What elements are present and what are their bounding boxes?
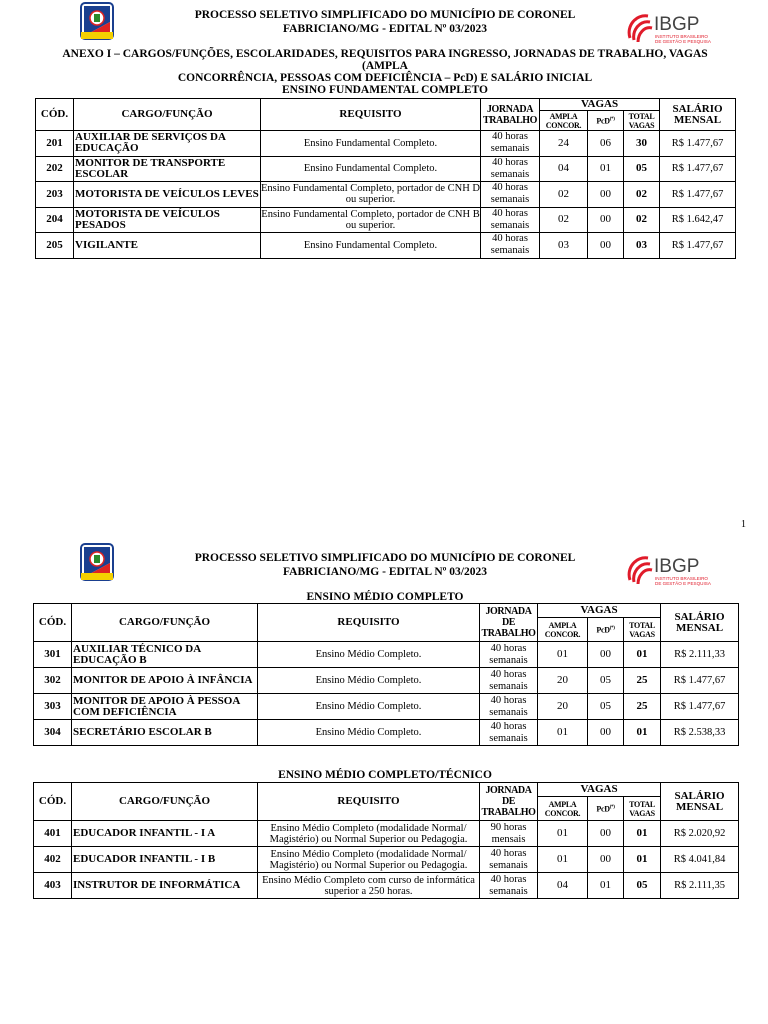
col-total: TOTAL VAGAS — [624, 111, 660, 131]
row-code: 403 — [34, 873, 72, 899]
col-ampla: AMPLA CONCOR. — [538, 618, 588, 642]
municipal-crest-icon — [80, 2, 114, 40]
table-row — [34, 694, 739, 720]
row-total: 01 — [624, 720, 661, 746]
row-requisito: Ensino Médio Completo. — [258, 720, 480, 746]
row-cargo: INSTRUTOR DE INFORMÁTICA — [72, 873, 258, 899]
row-salario: R$ 1.477,67 — [661, 668, 739, 694]
row-cargo: MONITOR DE TRANSPORTE ESCOLAR — [74, 156, 261, 182]
row-pcd: 00 — [588, 233, 624, 259]
row-total: 25 — [624, 668, 661, 694]
row-jornada: 40 horas semanais — [481, 182, 540, 208]
table-body — [34, 821, 739, 899]
table-row — [36, 131, 736, 157]
row-ampla: 20 — [538, 694, 588, 720]
svg-text:INSTITUTO BRASILEIRO: INSTITUTO BRASILEIRO — [655, 34, 709, 39]
row-total: 01 — [624, 642, 661, 668]
row-salario: R$ 1.477,67 — [660, 131, 736, 157]
svg-text:IBGP: IBGP — [654, 556, 700, 577]
row-salario: R$ 2.538,33 — [661, 720, 739, 746]
col-requisito: REQUISITO — [258, 783, 480, 821]
row-code: 402 — [34, 847, 72, 873]
title-line-1: PROCESSO SELETIVO SIMPLIFICADO DO MUNICÍPIO DE CORONEL — [194, 552, 576, 564]
table-row — [34, 847, 739, 873]
row-requisito: Ensino Médio Completo. — [258, 668, 480, 694]
row-ampla: 01 — [538, 720, 588, 746]
row-ampla: 04 — [538, 873, 588, 899]
section-title-medio: ENSINO MÉDIO COMPLETO — [306, 591, 464, 603]
svg-text:INSTITUTO BRASILEIRO: INSTITUTO BRASILEIRO — [655, 576, 709, 581]
row-ampla: 20 — [538, 668, 588, 694]
row-cargo: EDUCADOR INFANTIL - I A — [72, 821, 258, 847]
row-pcd: 00 — [588, 847, 624, 873]
col-cargo: CARGO/FUNÇÃO — [72, 783, 258, 821]
row-code: 202 — [36, 156, 74, 182]
row-cargo: VIGILANTE — [74, 233, 261, 259]
row-requisito: Ensino Médio Completo com curso de informática superior a 250 horas. — [258, 873, 480, 899]
col-cod: CÓD. — [34, 783, 72, 821]
row-salario: R$ 4.041,84 — [661, 847, 739, 873]
row-code: 201 — [36, 131, 74, 157]
section-title-tecnico: ENSINO MÉDIO COMPLETO/TÉCNICO — [278, 769, 492, 781]
row-jornada: 40 horas semanais — [480, 873, 538, 899]
row-code: 303 — [34, 694, 72, 720]
table-medio — [33, 603, 739, 746]
col-salario: SALÁRIO MENSAL — [661, 604, 739, 642]
row-code: 302 — [34, 668, 72, 694]
col-jornada: JORNADA TRABALHO — [481, 99, 540, 131]
row-cargo: SECRETÁRIO ESCOLAR B — [72, 720, 258, 746]
col-vagas: VAGAS — [538, 783, 661, 797]
document-title — [180, 8, 590, 36]
title-line-2: FABRICIANO/MG - EDITAL Nº 03/2023 — [283, 566, 487, 578]
col-total: TOTAL VAGAS — [624, 618, 661, 642]
row-total: 05 — [624, 873, 661, 899]
row-salario: R$ 1.477,67 — [660, 182, 736, 208]
row-jornada: 40 horas semanais — [480, 847, 538, 873]
row-total: 25 — [624, 694, 661, 720]
row-requisito: Ensino Médio Completo (modalidade Normal/ Magistério) ou Normal Superior ou Pedagogia. — [258, 847, 480, 873]
row-ampla: 02 — [540, 182, 588, 208]
row-cargo: AUXILIAR DE SERVIÇOS DA EDUCAÇÃO — [74, 131, 261, 157]
row-requisito: Ensino Médio Completo (modalidade Normal/ Magistério) ou Normal Superior ou Pedagogia. — [258, 821, 480, 847]
row-total: 02 — [624, 207, 660, 233]
row-pcd: 00 — [588, 642, 624, 668]
row-total: 01 — [624, 847, 661, 873]
col-pcd: PcD(*) — [588, 111, 624, 131]
title-line-2: FABRICIANO/MG - EDITAL Nº 03/2023 — [283, 23, 487, 35]
row-requisito: Ensino Fundamental Completo, portador de CNH D ou superior. — [261, 183, 481, 206]
row-requisito: Ensino Fundamental Completo. — [261, 156, 481, 182]
row-code: 401 — [34, 821, 72, 847]
col-requisito: REQUISITO — [258, 604, 480, 642]
col-total: TOTAL VAGAS — [624, 797, 661, 821]
row-ampla: 04 — [540, 156, 588, 182]
table-tecnico — [33, 782, 739, 899]
row-jornada: 40 horas semanais — [481, 156, 540, 182]
row-pcd: 00 — [588, 720, 624, 746]
row-requisito: Ensino Fundamental Completo, portador de CNH B ou superior. — [261, 208, 480, 231]
col-cargo: CARGO/FUNÇÃO — [74, 99, 261, 131]
row-code: 203 — [36, 182, 74, 208]
row-cargo: MOTORISTA DE VEÍCULOS PESADOS — [74, 207, 261, 233]
row-cargo: MONITOR DE APOIO À PESSOA COM DEFICIÊNCIA — [72, 694, 258, 720]
row-ampla: 02 — [540, 207, 588, 233]
col-cod: CÓD. — [36, 99, 74, 131]
section-title-fundamental: ENSINO FUNDAMENTAL COMPLETO — [282, 84, 488, 96]
row-requisito: Ensino Médio Completo. — [258, 642, 480, 668]
row-jornada: 40 horas semanais — [480, 668, 538, 694]
row-ampla: 01 — [538, 847, 588, 873]
row-code: 205 — [36, 233, 74, 259]
row-cargo: EDUCADOR INFANTIL - I B — [72, 847, 258, 873]
row-ampla: 03 — [540, 233, 588, 259]
row-pcd: 00 — [588, 207, 624, 233]
annex-heading: ANEXO I – CARGOS/FUNÇÕES, ESCOLARIDADES, REQUISITOS PARA INGRESSO, JORNADAS DE TRABALHO, VAGAS (AMPLA CONCORRÊNCIA, PESSOAS COM DEFICIÊNCIA – PcD) E SALÁRIO INICIAL — [62, 48, 708, 84]
row-pcd: 06 — [588, 131, 624, 157]
row-total: 03 — [624, 233, 660, 259]
title-line-1: PROCESSO SELETIVO SIMPLIFICADO DO MUNICÍPIO DE CORONEL — [194, 9, 576, 21]
table-body — [36, 131, 736, 259]
row-salario: R$ 1.477,67 — [661, 694, 739, 720]
col-jornada: JORNADA DE TRABALHO — [480, 604, 538, 642]
row-ampla: 01 — [538, 821, 588, 847]
row-jornada: 40 horas semanais — [480, 720, 538, 746]
row-code: 204 — [36, 207, 74, 233]
table-row — [34, 873, 739, 899]
col-pcd: PcD(*) — [588, 797, 624, 821]
col-salario: SALÁRIO MENSAL — [661, 783, 739, 821]
row-requisito: Ensino Fundamental Completo. — [261, 131, 481, 157]
row-pcd: 05 — [588, 694, 624, 720]
col-requisito: REQUISITO — [261, 99, 481, 131]
table-row — [34, 821, 739, 847]
table-row — [36, 156, 736, 182]
row-pcd: 00 — [588, 182, 624, 208]
row-code: 301 — [34, 642, 72, 668]
col-vagas: VAGAS — [540, 99, 660, 111]
row-requisito: Ensino Médio Completo. — [258, 694, 480, 720]
row-code: 304 — [34, 720, 72, 746]
col-jornada: JORNADA DE TRABALHO — [480, 783, 538, 821]
col-ampla: AMPLA CONCOR. — [538, 797, 588, 821]
table-body — [34, 642, 739, 746]
row-total: 30 — [624, 131, 660, 157]
row-pcd: 05 — [588, 668, 624, 694]
row-cargo: AUXILIAR TÉCNICO DA EDUCAÇÃO B — [72, 642, 258, 668]
row-salario: R$ 2.111,33 — [661, 642, 739, 668]
row-cargo: MONITOR DE APOIO À INFÂNCIA — [72, 668, 258, 694]
ibgp-logo — [624, 8, 711, 48]
row-requisito: Ensino Fundamental Completo. — [261, 233, 481, 259]
col-cod: CÓD. — [34, 604, 72, 642]
row-pcd: 01 — [588, 873, 624, 899]
row-ampla: 24 — [540, 131, 588, 157]
row-jornada: 40 horas semanais — [481, 207, 540, 233]
page-2 — [0, 540, 768, 1024]
row-jornada: 40 horas semanais — [480, 642, 538, 668]
svg-text:DE GESTÃO E PESQUISA: DE GESTÃO E PESQUISA — [655, 39, 711, 44]
svg-text:DE GESTÃO E PESQUISA: DE GESTÃO E PESQUISA — [655, 581, 711, 586]
row-salario: R$ 1.477,67 — [660, 233, 736, 259]
row-salario: R$ 1.477,67 — [660, 156, 736, 182]
row-jornada: 40 horas semanais — [481, 131, 540, 157]
row-ampla: 01 — [538, 642, 588, 668]
table-row — [34, 668, 739, 694]
col-salario: SALÁRIO MENSAL — [660, 99, 736, 131]
table-row — [34, 720, 739, 746]
row-jornada: 90 horas mensais — [480, 821, 538, 847]
row-jornada: 40 horas semanais — [480, 694, 538, 720]
row-salario: R$ 1.642,47 — [660, 207, 736, 233]
document-title — [180, 551, 590, 579]
table-fundamental — [35, 98, 736, 259]
row-pcd: 00 — [588, 821, 624, 847]
col-pcd: PcD(*) — [588, 618, 624, 642]
row-salario: R$ 2.020,92 — [661, 821, 739, 847]
row-cargo: MOTORISTA DE VEÍCULOS LEVES — [74, 182, 261, 208]
row-pcd: 01 — [588, 156, 624, 182]
row-total: 01 — [624, 821, 661, 847]
table-row — [36, 233, 736, 259]
logo-text: IBGP — [654, 14, 700, 35]
col-ampla: AMPLA CONCOR. — [540, 111, 588, 131]
ibgp-logo — [624, 550, 711, 590]
row-total: 05 — [624, 156, 660, 182]
table-row — [36, 207, 736, 233]
page-number: 1 — [741, 519, 746, 530]
table-row — [34, 642, 739, 668]
row-total: 02 — [624, 182, 660, 208]
municipal-crest-icon — [80, 543, 114, 581]
table-row — [36, 182, 736, 208]
row-jornada: 40 horas semanais — [481, 233, 540, 259]
row-salario: R$ 2.111,35 — [661, 873, 739, 899]
col-cargo: CARGO/FUNÇÃO — [72, 604, 258, 642]
col-vagas: VAGAS — [538, 604, 661, 618]
